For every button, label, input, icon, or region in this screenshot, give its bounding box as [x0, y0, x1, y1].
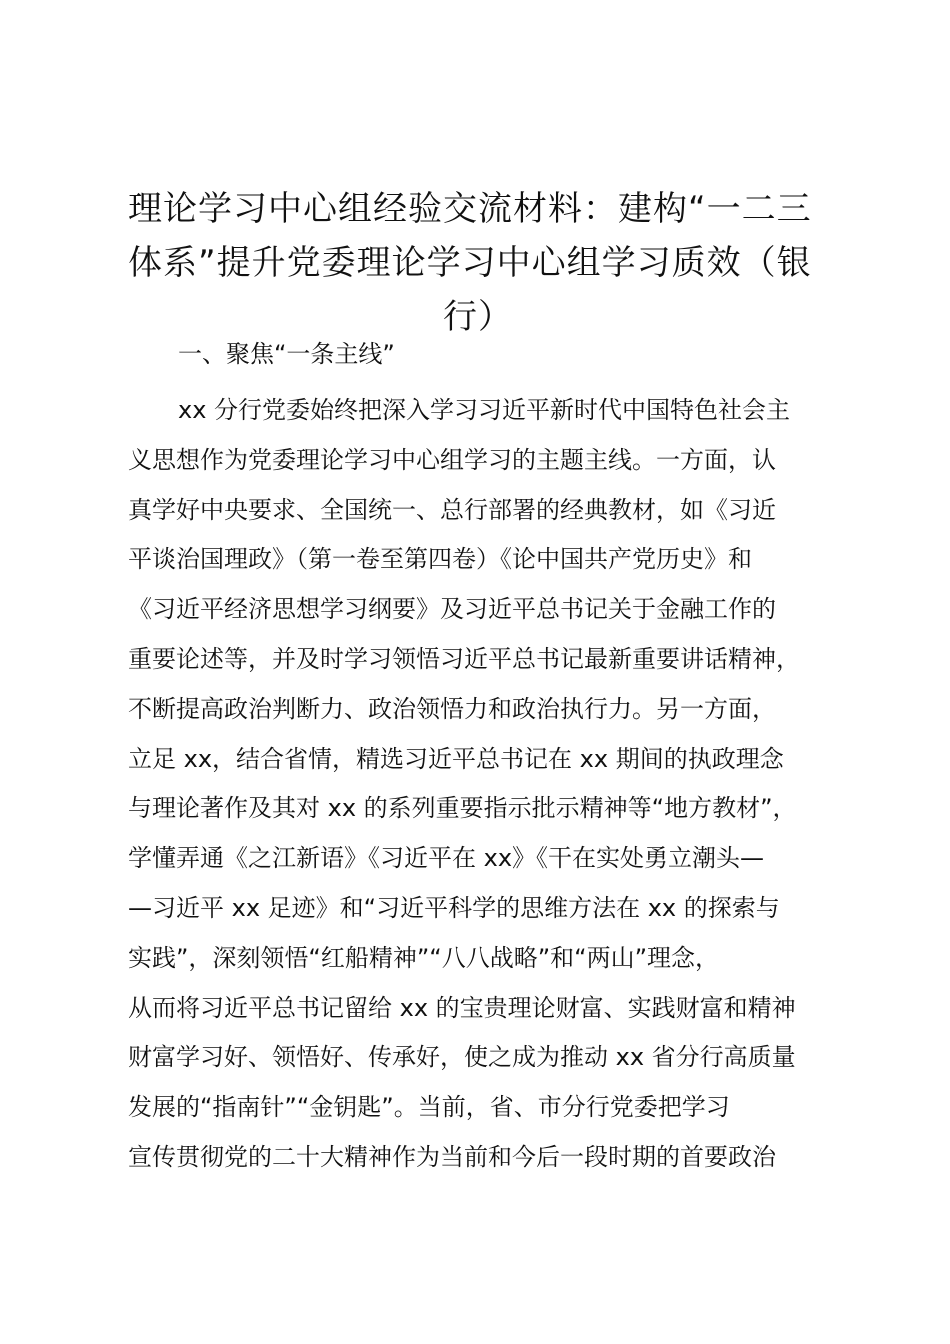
paragraph-line: 从而将习近平总书记留给 xx 的宝贵理论财富、实践财富和精神 — [128, 993, 796, 1022]
paragraph-line: —习近平 xx 足迹》和“习近平科学的思维方法在 xx 的探索与 — [128, 893, 780, 922]
title-line: 体系”提升党委理论学习中心组学习质效（银 — [128, 243, 812, 283]
paragraph-line: 义思想作为党委理论学习中心组学习的主题主线。一方面，认 — [128, 445, 776, 474]
document-title — [128, 182, 828, 344]
title-line: 行） — [443, 297, 513, 337]
paragraph-line: 立足 xx，结合省情，精选习近平总书记在 xx 期间的执政理念 — [128, 744, 784, 773]
paragraph-line: 平谈治国理政》（第一卷至第四卷）《论中国共产党历史》和 — [128, 545, 752, 574]
paragraph-line: 真学好中央要求、全国统一、总行部署的经典教材，如《习近 — [128, 495, 776, 524]
paragraph-line: 宣传贯彻党的二十大精神作为当前和今后一段时期的首要政治 — [128, 1142, 776, 1171]
paragraph-line: 实践”，深刻领悟“红船精神”“八八战略”和“两山”理念， — [128, 943, 720, 972]
paragraph-line: xx 分行党委始终把深入学习习近平新时代中国特色社会主 — [178, 396, 791, 424]
paragraph-line: 重要论述等，并及时学习领悟习近平总书记最新重要讲话精神， — [128, 644, 800, 673]
section-heading: 一、聚焦“一条主线” — [178, 340, 395, 368]
body-paragraph — [128, 386, 838, 1183]
paragraph-line: 财富学习好、领悟好、传承好，使之成为推动 xx 省分行高质量 — [128, 1043, 796, 1072]
paragraph-line: 发展的“指南针”“金钥匙”。当前，省、市分行党委把学习 — [128, 1093, 730, 1122]
paragraph-line: 《习近平经济思想学习纲要》及习近平总书记关于金融工作的 — [128, 595, 776, 624]
title-line: 理论学习中心组经验交流材料：建构“一二三 — [128, 189, 812, 229]
paragraph-line: 学懂弄通《之江新语》《习近平在 xx》《干在实处勇立潮头— — [128, 844, 765, 873]
paragraph-line: 与理论著作及其对 xx 的系列重要指示批示精神等“地方教材”， — [128, 794, 797, 823]
paragraph-line: 不断提高政治判断力、政治领悟力和政治执行力。另一方面， — [128, 694, 776, 723]
